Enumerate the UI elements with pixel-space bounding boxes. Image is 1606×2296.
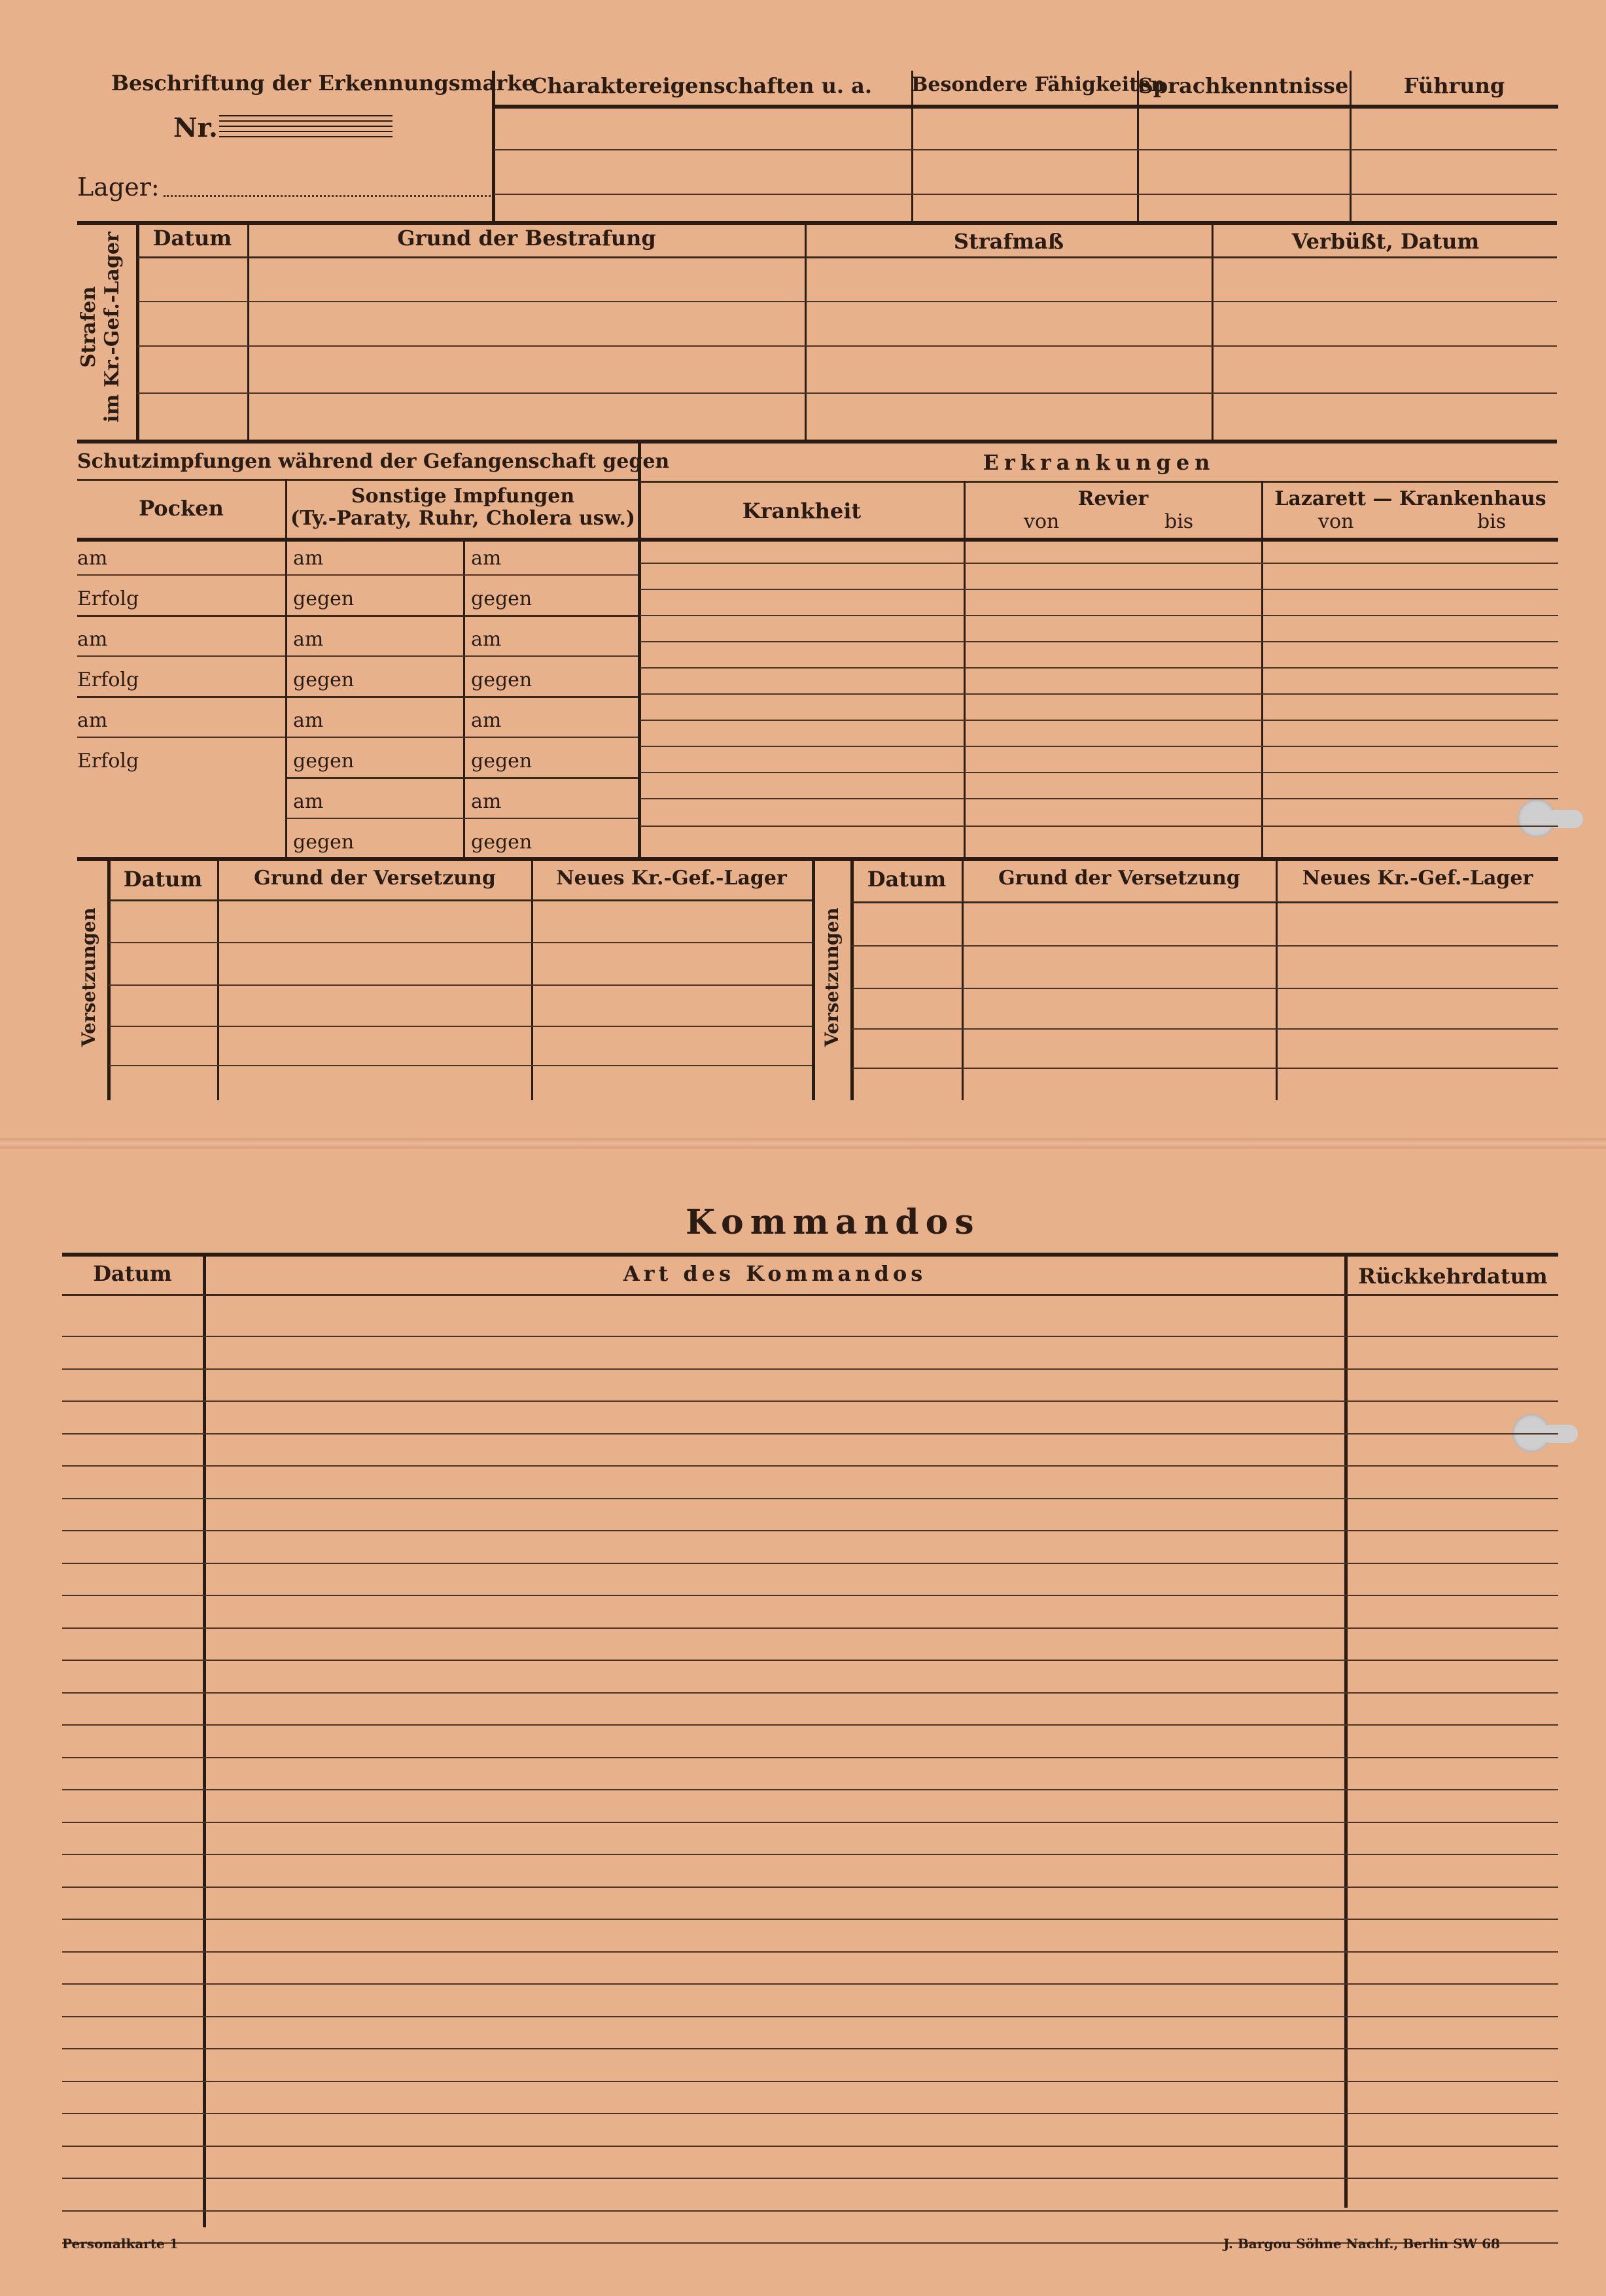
sonstige-am-1b: am bbox=[471, 547, 502, 570]
kommandos-row-line bbox=[62, 1465, 1558, 1467]
kommandos-title: Kommandos bbox=[686, 1202, 981, 1242]
kommandos-row-line bbox=[62, 2178, 1558, 2179]
fuehrung-header: Führung bbox=[1403, 73, 1505, 98]
fold-line bbox=[0, 1138, 1606, 1149]
sonstige-gegen-3b: gegen bbox=[471, 750, 532, 773]
sonstige-gegen-1b: gegen bbox=[471, 587, 532, 610]
kommandos-row-line bbox=[62, 1854, 1558, 1855]
kommandos-row-line bbox=[62, 2016, 1558, 2017]
kommandos-row-line bbox=[62, 1983, 1558, 1985]
sonstige-header: Sonstige Impfungen (Ty.-Paraty, Ruhr, Cholera usw.) bbox=[290, 485, 635, 530]
kommandos-row-line bbox=[62, 2146, 1558, 2147]
kommandos-row-line bbox=[62, 1660, 1558, 1661]
pocken-erfolg-1: Erfolg bbox=[77, 587, 139, 610]
sonstige-gegen-4a: gegen bbox=[293, 831, 355, 854]
sonstige-am-2a: am bbox=[293, 628, 324, 651]
kommandos-row-line bbox=[62, 1563, 1558, 1564]
kommandos-row-line bbox=[62, 2210, 1558, 2212]
beschriftung-label: Beschriftung der Erkennungsmarke bbox=[111, 71, 535, 96]
versetzungen-left-side-label: Versetzungen bbox=[78, 907, 99, 1047]
kommandos-row-line bbox=[62, 1498, 1558, 1499]
kommandos-row-line bbox=[62, 1400, 1558, 1402]
kommandos-col-rueckkehr: Rückkehrdatum bbox=[1358, 1264, 1548, 1289]
sonstige-gegen-4b: gegen bbox=[471, 831, 532, 854]
pocken-header: Pocken bbox=[139, 496, 224, 521]
kommandos-row-line bbox=[62, 1368, 1558, 1370]
kommandos-row-line bbox=[62, 1530, 1558, 1531]
kommandos-row-line bbox=[62, 1822, 1558, 1823]
lager-label: Lager: bbox=[77, 173, 160, 201]
sonstige-am-4a: am bbox=[293, 790, 324, 813]
kommandos-row-line bbox=[62, 1887, 1558, 1888]
kommandos-row-line bbox=[62, 2081, 1558, 2082]
nr-label: Nr. bbox=[173, 113, 218, 143]
revier-bis: bis bbox=[1164, 510, 1194, 533]
revier-von: von bbox=[1024, 510, 1060, 533]
lazarett-bis: bis bbox=[1477, 510, 1507, 533]
sonstige-am-1a: am bbox=[293, 547, 324, 570]
kommandos-col-datum: Datum bbox=[93, 1261, 172, 1286]
kommandos-row-line bbox=[62, 1595, 1558, 1596]
lazarett-header: Lazarett — Krankenhaus bbox=[1274, 487, 1546, 510]
kommandos-row-line bbox=[62, 1692, 1558, 1694]
sonstige-gegen-1a: gegen bbox=[293, 587, 355, 610]
erkrankungen-title: Erkrankungen bbox=[983, 450, 1215, 475]
kommandos-row-line bbox=[62, 1789, 1558, 1790]
kommandos-row-line bbox=[62, 1757, 1558, 1758]
kommandos-row-line bbox=[62, 1336, 1558, 1337]
strafen-col-strafmass: Strafmaß bbox=[953, 229, 1064, 254]
pocken-am-2: am bbox=[77, 628, 108, 651]
strafen-side-label: Strafen im Kr.-Gef.-Lager bbox=[77, 232, 124, 423]
versetzung-right-col-datum: Datum bbox=[867, 867, 947, 892]
strafen-col-verbuesst: Verbüßt, Datum bbox=[1291, 229, 1480, 254]
kommandos-row-line bbox=[62, 1433, 1558, 1435]
nr-field[interactable] bbox=[219, 115, 393, 141]
lager-field[interactable] bbox=[164, 195, 491, 197]
footer-form-number: Personalkarte 1 bbox=[62, 2236, 179, 2252]
krankheit-header: Krankheit bbox=[742, 498, 862, 523]
pocken-am-3: am bbox=[77, 709, 108, 732]
versetzungen-right-side-label: Versetzungen bbox=[821, 907, 843, 1047]
faehigkeiten-header: Besondere Fähigkeiten bbox=[911, 73, 1165, 96]
versetzung-right-col-grund: Grund der Versetzung bbox=[998, 867, 1240, 890]
sonstige-am-3a: am bbox=[293, 709, 324, 732]
kommandos-row-line bbox=[62, 1627, 1558, 1629]
kommandos-row-line bbox=[62, 1724, 1558, 1726]
kommandos-row-line bbox=[62, 2113, 1558, 2114]
versetzung-left-col-lager: Neues Kr.-Gef.-Lager bbox=[556, 867, 787, 890]
strafen-col-grund: Grund der Bestrafung bbox=[397, 226, 656, 251]
versetzung-left-col-grund: Grund der Versetzung bbox=[254, 867, 496, 890]
kommandos-col-art: Art des Kommandos bbox=[623, 1261, 927, 1286]
pocken-erfolg-3: Erfolg bbox=[77, 750, 139, 773]
punch-hole-upper bbox=[1518, 799, 1556, 837]
pocken-am-1: am bbox=[77, 547, 108, 570]
lazarett-von: von bbox=[1318, 510, 1354, 533]
kommandos-row-line bbox=[62, 1951, 1558, 1953]
pocken-erfolg-2: Erfolg bbox=[77, 669, 139, 691]
sonstige-gegen-2b: gegen bbox=[471, 669, 532, 691]
revier-header: Revier bbox=[1077, 487, 1149, 510]
impfungen-title: Schutzimpfungen während der Gefangenschaft gegen bbox=[77, 450, 670, 473]
footer-printer: J. Bargou Söhne Nachf., Berlin SW 68 bbox=[1223, 2236, 1500, 2252]
kommandos-row-line bbox=[62, 1919, 1558, 1920]
sonstige-gegen-3a: gegen bbox=[293, 750, 355, 773]
sonstige-am-4b: am bbox=[471, 790, 502, 813]
sonstige-gegen-2a: gegen bbox=[293, 669, 355, 691]
sonstige-am-3b: am bbox=[471, 709, 502, 732]
kommandos-row-line bbox=[62, 2048, 1558, 2049]
charakter-header: Charaktereigenschaften u. a. bbox=[531, 73, 872, 98]
sprachkenntnisse-header: Sprachkenntnisse bbox=[1138, 73, 1349, 98]
sonstige-am-2b: am bbox=[471, 628, 502, 651]
versetzung-left-col-datum: Datum bbox=[123, 867, 203, 892]
strafen-col-datum: Datum bbox=[152, 226, 232, 251]
versetzung-right-col-lager: Neues Kr.-Gef.-Lager bbox=[1302, 867, 1533, 890]
